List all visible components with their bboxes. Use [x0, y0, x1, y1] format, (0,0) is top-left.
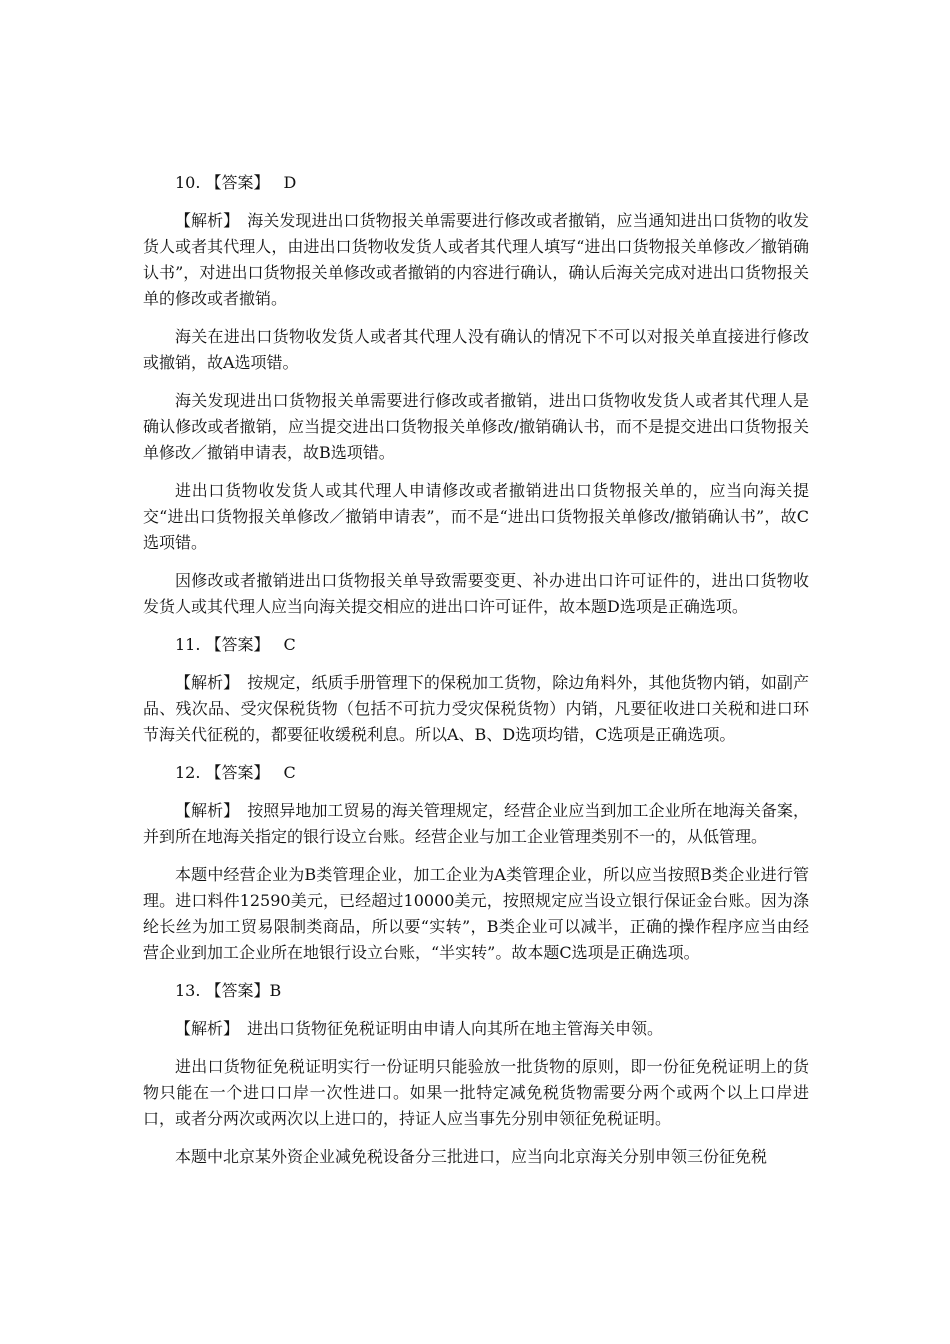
- analysis-paragraph: 本题中经营企业为B类管理企业，加工企业为A类管理企业，所以应当按照B类企业进行管理。进口料件12590美元，已经超过10000美元，按照规定应当设立银行保证金台账。因为涤纶长丝为加工贸易限制类商品，所以要“实转”，B类企业可以减半，正确的操作程序应当由经营企业到加工企业所在地银行设立台账，“半实转”。故本题C选项是正确选项。: [143, 865, 809, 962]
- question-block-11: [143, 632, 809, 748]
- question-block-10: [143, 170, 809, 620]
- answer-letter: D: [283, 173, 297, 192]
- answer-letter: C: [283, 635, 296, 654]
- document-body: [143, 170, 809, 1182]
- answer-label: 12. 【答案】: [175, 763, 270, 782]
- answer-line: [143, 170, 809, 196]
- analysis-paragraph: 【解析】 进出口货物征免税证明由申请人向其所在地主管海关申领。: [175, 1019, 664, 1038]
- analysis-paragraph: 本题中北京某外资企业减免税设备分三批进口，应当向北京海关分别申领三份征免税: [175, 1147, 768, 1166]
- analysis-paragraph: 因修改或者撤销进出口货物报关单导致需要变更、补办进出口许可证件的，进出口货物收发货人或其代理人应当向海关提交相应的进出口许可证件，故本题D选项是正确选项。: [143, 571, 809, 616]
- analysis-paragraph: 海关发现进出口货物报关单需要进行修改或者撤销，进出口货物收发货人或者其代理人是确认修改或者撤销，应当提交进出口货物报关单修改/撤销确认书，而不是提交进出口货物报关单修改／撤销申请表，故B选项错。: [143, 391, 809, 462]
- answer-label: 13. 【答案】B: [175, 981, 282, 1000]
- question-block-13: [143, 978, 809, 1170]
- answer-letter: C: [283, 763, 296, 782]
- analysis-paragraph: 【解析】 按照异地加工贸易的海关管理规定，经营企业应当到加工企业所在地海关备案，并到所在地海关指定的银行设立台账。经营企业与加工企业管理类别不一的，从低管理。: [143, 801, 809, 846]
- analysis-paragraph: 进出口货物收发货人或其代理人申请修改或者撤销进出口货物报关单的，应当向海关提交“进出口货物报关单修改／撤销申请表”，而不是“进出口货物报关单修改/撤销确认书”，故C选项错。: [143, 481, 809, 552]
- answer-label: 11. 【答案】: [175, 635, 270, 654]
- analysis-paragraph: 进出口货物征免税证明实行一份证明只能验放一批货物的原则，即一份征免税证明上的货物只能在一个进口口岸一次性进口。如果一批特定减免税货物需要分两个或两个以上口岸进口，或者分两次或两次以上进口的，持证人应当事先分别申领征免税证明。: [143, 1057, 809, 1128]
- answer-line: [143, 632, 809, 658]
- question-block-12: [143, 760, 809, 966]
- answer-line: [143, 760, 809, 786]
- analysis-paragraph: 海关在进出口货物收发货人或者其代理人没有确认的情况下不可以对报关单直接进行修改或撤销，故A选项错。: [143, 327, 809, 372]
- analysis-paragraph: 【解析】 按规定，纸质手册管理下的保税加工货物，除边角料外，其他货物内销，如副产品、残次品、受灾保税货物（包括不可抗力受灾保税货物）内销，凡要征收进口关税和进口环节海关代征税的，都要征收缓税利息。所以A、B、D选项均错，C选项是正确选项。: [143, 673, 809, 744]
- analysis-paragraph: 【解析】 海关发现进出口货物报关单需要进行修改或者撤销，应当通知进出口货物的收发货人或者其代理人，由进出口货物收发货人或者其代理人填写“进出口货物报关单修改／撤销确认书”，对进出口货物报关单修改或者撤销的内容进行确认，确认后海关完成对进出口货物报关单的修改或者撤销。: [143, 211, 809, 308]
- answer-line: [143, 978, 809, 1004]
- answer-label: 10. 【答案】: [175, 173, 270, 192]
